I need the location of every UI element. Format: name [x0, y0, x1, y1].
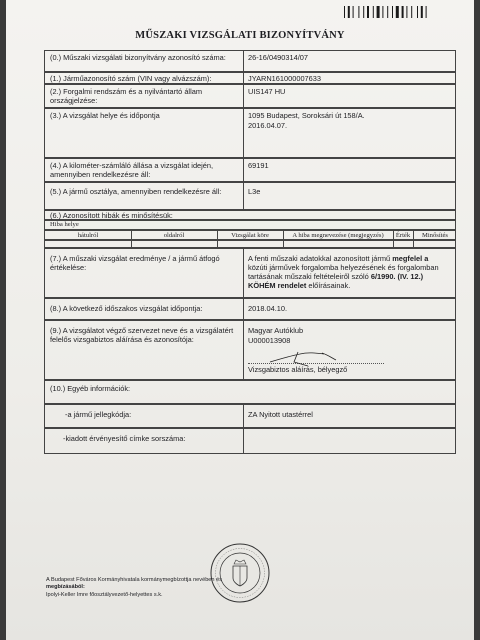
value-vehicle-class: L3e	[248, 187, 261, 196]
row-other-info	[44, 380, 456, 404]
value-odometer: 69191	[248, 161, 269, 170]
row-next-inspection	[44, 298, 456, 320]
signature-icon	[268, 346, 338, 370]
footer-line-2: megbízásából:	[46, 584, 85, 591]
label-vin: (1.) Járműazonosító szám (VIN vagy alvázszám):	[50, 74, 212, 83]
row-certificate-number	[44, 50, 456, 72]
value-vehicle-type-code: ZA Nyitott utastérrel	[248, 410, 313, 419]
label-result: (7.) A műszaki vizsgálat eredménye / a jármű átfogó értékelése:	[50, 254, 220, 273]
label-defects: (6.) Azonosított hibák és minősítésük:	[50, 211, 173, 220]
value-vin: JYARN161000007633	[248, 74, 322, 83]
label-inspector: (9.) A vizsgálatot végző szervezet neve és a vizsgálatért felelős vizsgabiztos aláírása és azonosítója:	[50, 326, 234, 345]
value-result: A fenti műszaki adatokkal azonosított jármű megfelel a közúti járművek forgalomba helyezésének és forgalomban tartásának műszaki feltételeiről szóló 6/1990. (IV. 12.) KÖHÉM rendelet előírásainak.	[248, 254, 439, 291]
row-place-date	[44, 108, 456, 158]
value-inspector-id: U000013908	[248, 336, 291, 345]
row-inspector	[44, 320, 456, 380]
label-next-inspection: (8.) A következő időszakos vizsgálat időpontja:	[50, 304, 203, 313]
label-vehicle-type-code: -a jármű jellegkódja:	[65, 410, 132, 419]
issuer-footer	[46, 577, 316, 599]
col-rear: hátulról	[77, 232, 99, 239]
row-result	[44, 248, 456, 298]
certificate-page	[6, 0, 474, 640]
row-defects-heading	[44, 210, 456, 220]
value-next-inspection: 2018.04.10.	[248, 304, 288, 313]
label-other-info: (10.) Egyéb információk:	[50, 384, 131, 393]
footer-line-3: Ipolyi-Keller Imre főosztályvezető-helyettes s.k.	[46, 591, 163, 598]
value-date: 2016.04.07.	[248, 121, 288, 130]
label-certificate-number: (0.) Műszaki vizsgálati bizonyítvány azonosító száma:	[50, 53, 226, 62]
defects-table-header	[44, 230, 456, 240]
document-title: MŰSZAKI VIZSGÁLATI BIZONYÍTVÁNY	[135, 30, 345, 41]
label-plate: (2.) Forgalmi rendszám és a nyilvántartó állam országjelzése:	[50, 87, 202, 106]
barcode-image	[344, 6, 448, 18]
row-vehicle-class	[44, 182, 456, 210]
row-plate	[44, 84, 456, 108]
col-scope: Vizsgálat köre	[231, 232, 269, 239]
label-place-date: (3.) A vizsgálat helye és időpontja	[50, 111, 160, 120]
row-vin	[44, 72, 456, 84]
label-odometer: (4.) A kilométer-számláló állása a vizsgálat idején, amennyiben rendelkezésre áll:	[50, 161, 214, 180]
row-label-serial	[44, 428, 456, 454]
col-defect-name: A hiba megnevezése (megjegyzés)	[292, 232, 384, 239]
row-odometer	[44, 158, 456, 182]
footer-line-1: A Budapest Főváros Kormányhivatala kormánymegbízottja nevében és	[46, 577, 222, 583]
label-vehicle-class: (5.) A jármű osztálya, amennyiben rendelkezésre áll:	[50, 187, 222, 196]
col-value: Érték	[395, 232, 411, 239]
row-defect-location	[44, 220, 456, 230]
label-label-serial: -kiadott érvényesítő címke sorszáma:	[63, 434, 186, 443]
defects-table-empty-row	[44, 240, 456, 248]
col-rating: Minősítés	[421, 232, 448, 239]
value-signature-caption: Vizsgabiztos aláírás, bélyegző	[248, 365, 348, 374]
row-vehicle-type-code	[44, 404, 456, 428]
value-place: 1095 Budapest, Soroksári út 158/A.	[248, 111, 365, 120]
label-defect-location: Hiba helye	[50, 221, 79, 228]
col-side: oldalról	[163, 232, 185, 239]
value-plate: UIS147 HU	[248, 87, 286, 96]
value-certificate-number: 26-16/0490314/07	[248, 53, 309, 62]
value-organization: Magyar Autóklub	[248, 326, 304, 335]
